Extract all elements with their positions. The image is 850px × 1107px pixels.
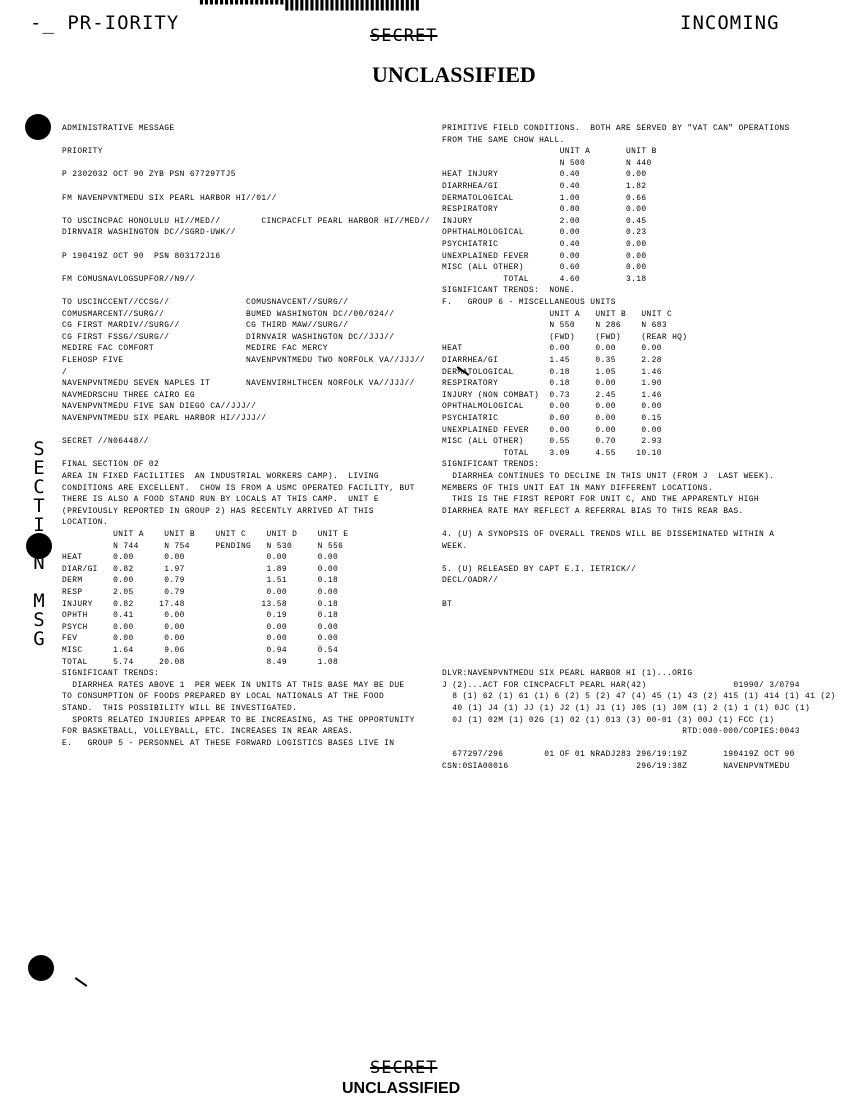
message-line: PRIORITY: [62, 146, 103, 157]
message-line: RESPIRATORY 0.18 0.00 1.90: [442, 378, 662, 389]
message-line: ADMINISTRATIVE MESSAGE: [62, 123, 175, 133]
message-line: F. GROUP 6 - MISCELLANEOUS UNITS: [442, 297, 616, 307]
secret-marking-top: SECRET: [370, 26, 438, 46]
message-line: CG FIRST FSSG//SURG// DIRNVAIR WASHINGTON DC//JJJ//: [62, 331, 395, 342]
message-line: FLEHOSP FIVE NAVENPVNTMEDU TWO NORFOLK VA//JJJ//: [62, 355, 425, 365]
message-line: CG FIRST MARDIV//SURG// CG THIRD MAW//SURG//: [62, 320, 349, 331]
message-line: AREA IN FIXED FACILITIES AN INDUSTRIAL WORKERS CAMP). LIVING: [62, 471, 379, 481]
message-line: FM NAVENPVNTMEDU SIX PEARL HARBOR HI//01//: [62, 192, 277, 203]
message-line: TO USCINCPAC HONOLULU HI//MED// CINCPACFLT PEARL HARBOR HI//MED//: [62, 215, 431, 226]
message-line: PSYCHIATRIC 0.40 0.00: [442, 239, 647, 249]
message-line: OPHTH 0.41 0.00 0.19 0.18: [62, 610, 339, 621]
message-line: FINAL SECTION OF 02: [62, 459, 160, 470]
message-line: TOTAL 5.74 20.08 8.49 1.08: [62, 656, 339, 667]
message-line: MISC (ALL OTHER) 0.55 0.70 2.93: [442, 436, 662, 447]
message-line: N 744 N 754 PENDING N 530 N 556: [62, 540, 344, 551]
message-line: PSYCH 0.00 0.00 0.00 0.00: [62, 621, 339, 632]
message-line: 4. (U) A SYNOPSIS OF OVERALL TRENDS WILL BE DISSEMINATED WITHIN A: [442, 529, 775, 539]
side-stamp-letter: S: [33, 609, 45, 631]
message-line: 0J (1) 02M (1) 02G (1) 02 (1) 013 (3) 00-01 (3) 00J (1) FCC (1): [442, 714, 775, 725]
secret-marking-bottom: SECRET: [370, 1058, 438, 1078]
message-line: THERE IS ALSO A FOOD STAND RUN BY LOCALS AT THIS CAMP. UNIT E: [62, 494, 379, 505]
message-line: FOR BASKETBALL, VOLLEYBALL, ETC. INCREASES IN REAR AREAS.: [62, 726, 354, 737]
message-line: PRIMITIVE FIELD CONDITIONS. BOTH ARE SERVED BY "VAT CAN" OPERATIONS: [442, 123, 790, 133]
message-line: OPHTHALMOLOGICAL 0.00 0.00 0.00: [442, 401, 662, 412]
punch-hole-top: [25, 114, 51, 140]
message-line: DIRNVAIR WASHINGTON DC//SGRD-UWK//: [62, 227, 236, 238]
message-line: HEAT INJURY 0.40 0.00: [442, 169, 647, 180]
message-line: FROM THE SAME CHOW HALL.: [442, 134, 565, 145]
message-line: CSN:0SIA00016 296/19:38Z NAVENPVNTMEDU: [442, 761, 790, 771]
message-line: INJURY 2.00 0.45: [442, 215, 647, 226]
side-stamp-letter: I: [33, 514, 45, 536]
message-line: 677297/296 01 OF 01 NRADJ283 296/19:19Z 190419Z OCT 90: [442, 749, 795, 760]
message-line: RESP 2.05 0.79 0.00 0.00: [62, 587, 339, 597]
message-line: /: [62, 366, 68, 377]
message-line: COMUSMARCENT//SURG// BUMED WASHINGTON DC//00/024//: [62, 308, 395, 319]
message-line: HEAT 0.00 0.00 0.00 0.00: [62, 552, 339, 563]
message-line: MISC 1.64 9.06 0.94 0.54: [62, 645, 339, 655]
message-line: INJURY (NON COMBAT) 0.73 2.45 1.46: [442, 389, 662, 400]
message-line: PSYCHIATRIC 0.00 0.00 0.15: [442, 413, 662, 423]
message-line: NAVENPVNTMEDU SIX PEARL HARBOR HI//JJJ//: [62, 413, 267, 423]
message-line: RTD:000-000/COPIES:0043: [442, 726, 800, 737]
message-line: SIGNIFICANT TRENDS: NONE.: [442, 285, 575, 296]
side-stamp-letter: S: [33, 438, 45, 460]
message-line: DIARRHEA RATES ABOVE 1 PER WEEK IN UNITS AT THIS BASE MAY BE DUE: [62, 679, 405, 690]
message-line: DIARRHEA/GI 0.40 1.82: [442, 181, 647, 191]
message-line: NAVENPVNTMEDU SEVEN NAPLES IT NAVENVIRHLTHCEN NORFOLK VA//JJJ//: [62, 378, 415, 389]
message-line: NAVMEDRSCHU THREE CAIRO EG: [62, 389, 195, 400]
message-line: RESPIRATORY 0.80 0.00: [442, 204, 647, 215]
incoming-stamp: INCOMING: [680, 12, 780, 34]
barcode: ▘▘▘▘▘▘▘▘▘▘▘▘▘▘▘▘▘▌▌▌▌▌▌▌▌▌▌▌▌▌▌▌▌▌▌▌▌▌▌▌▌▌▌▌: [200, 0, 421, 11]
message-line: TO USCINCCENT//CCSG// COMUSNAVCENT//SURG//: [62, 297, 349, 307]
message-line: DERM 0.00 0.79 1.51 0.18: [62, 575, 339, 586]
message-line: CONDITIONS ARE EXCELLENT. CHOW IS FROM A USMC OPERATED FACILITY, BUT: [62, 482, 415, 493]
punch-hole-bottom: [28, 955, 54, 981]
message-line: STAND. THIS POSSIBILITY WILL BE INVESTIGATED.: [62, 703, 298, 713]
message-line: E. GROUP 5 - PERSONNEL AT THESE FORWARD LOGISTICS BASES LIVE IN: [62, 737, 395, 748]
message-line: 5. (U) RELEASED BY CAPT E.I. IETRICK//: [442, 563, 637, 574]
message-line: MEDIRE FAC COMFORT MEDIRE FAC MERCY: [62, 343, 328, 354]
message-line: MEMBERS OF THIS UNIT EAT IN MANY DIFFERENT LOCATIONS.: [442, 482, 713, 493]
message-line: SIGNIFICANT TRENDS:: [62, 668, 160, 679]
priority-stamp: -_ PR-IORITY: [30, 12, 180, 34]
message-line: 40 (1) J4 (1) JJ (1) J2 (1) J1 (1) J0S (1) J0M (1) 2 (1) 1 (1) 0JC (1): [442, 703, 811, 713]
message-line: SIGNIFICANT TRENDS:: [442, 459, 540, 470]
message-line: DIARRHEA RATE MAY REFLECT A REFERRAL BIAS TO THIS REAR BAS.: [442, 505, 744, 516]
message-line: WEEK.: [442, 540, 468, 551]
message-line: DIAR/GI 0.82 1.97 1.89 0.00: [62, 563, 339, 574]
message-line: (PREVIOUSLY REPORTED IN GROUP 2) HAS RECENTLY ARRIVED AT THIS: [62, 505, 374, 516]
message-line: DIARRHEA/GI 1.45 0.35 2.28: [442, 355, 662, 365]
message-line: J (2)...ACT FOR CINCPACFLT PEARL HAR(42) 01990/ 3/0794: [442, 679, 800, 690]
message-line: BT: [442, 598, 453, 609]
message-line: DERMATOLOGICAL 1.00 0.66: [442, 192, 647, 203]
message-line: 8 (1) 62 (1) 61 (1) 6 (2) 5 (2) 47 (4) 45 (1) 43 (2) 415 (1) 414 (1) 41 (2): [442, 691, 836, 702]
message-line: TO CONSUMPTION OF FOODS PREPARED BY LOCAL NATIONALS AT THE FOOD: [62, 691, 385, 702]
message-line: (FWD) (FWD) (REAR HQ): [442, 331, 688, 342]
message-line: UNIT A UNIT B UNIT C: [442, 308, 673, 319]
message-line: UNIT A UNIT B UNIT C UNIT D UNIT E: [62, 529, 349, 539]
message-line: SPORTS RELATED INJURIES APPEAR TO BE INCREASING, AS THE OPPORTUNITY: [62, 714, 415, 725]
message-line: DERMATOLOGICAL 0.18 1.05 1.46: [442, 366, 662, 377]
message-line: UNEXPLAINED FEVER 0.00 0.00: [442, 250, 647, 261]
message-line: DLVR:NAVENPVNTMEDU SIX PEARL HARBOR HI (1)...ORIG: [442, 668, 693, 679]
side-stamp-letter: O: [33, 533, 45, 555]
unclassified-marking-top: UNCLASSIFIED: [372, 62, 536, 87]
message-line: NAVENPVNTMEDU FIVE SAN DIEGO CA//JJJ//: [62, 401, 257, 412]
side-stamp-letter: C: [33, 476, 45, 498]
group-tick-mark: [75, 977, 88, 987]
message-line: DIARRHEA CONTINUES TO DECLINE IN THIS UNIT (FROM J LAST WEEK).: [442, 471, 775, 481]
message-line: P 2302032 OCT 90 ZYB PSN 677297TJ5: [62, 169, 236, 180]
side-stamp-letter: E: [33, 457, 45, 479]
message-line: LOCATION.: [62, 517, 109, 528]
message-line: TOTAL 4.60 3.18: [442, 273, 647, 284]
message-line: MISC (ALL OTHER) 0.60 0.00: [442, 262, 647, 273]
side-stamp-letter: G: [33, 628, 45, 650]
message-line: N 550 N 286 N 683: [442, 320, 667, 331]
message-line: N 500 N 440: [442, 157, 652, 168]
message-line: FM COMUSNAVLOGSUPFOR//N9//: [62, 273, 195, 284]
message-line: UNEXPLAINED FEVER 0.00 0.00 0.00: [442, 424, 662, 435]
message-line: P 190419Z OCT 90 PSN 803172J16: [62, 250, 221, 261]
side-stamp-letter: T: [33, 495, 45, 517]
message-line: INJURY 0.82 17.48 13.58 0.18: [62, 598, 339, 609]
message-line: TOTAL 3.09 4.55 10.10: [442, 447, 662, 458]
message-line: OPHTHALMOLOGICAL 0.00 0.23: [442, 227, 647, 238]
message-line: FEV 0.00 0.00 0.00 0.00: [62, 633, 339, 644]
message-line: THIS IS THE FIRST REPORT FOR UNIT C, AND THE APPARENTLY HIGH: [442, 494, 759, 505]
message-line: DECL/OADR//: [442, 575, 499, 586]
message-line: HEAT 0.00 0.00 0.00: [442, 343, 662, 354]
unclassified-marking-bottom: UNCLASSIFIED: [342, 1080, 461, 1097]
side-stamp-letter: M: [33, 590, 45, 612]
message-line: SECRET //N06448//: [62, 436, 149, 447]
message-line: UNIT A UNIT B: [442, 146, 657, 157]
side-stamp-letter: N: [33, 552, 45, 574]
